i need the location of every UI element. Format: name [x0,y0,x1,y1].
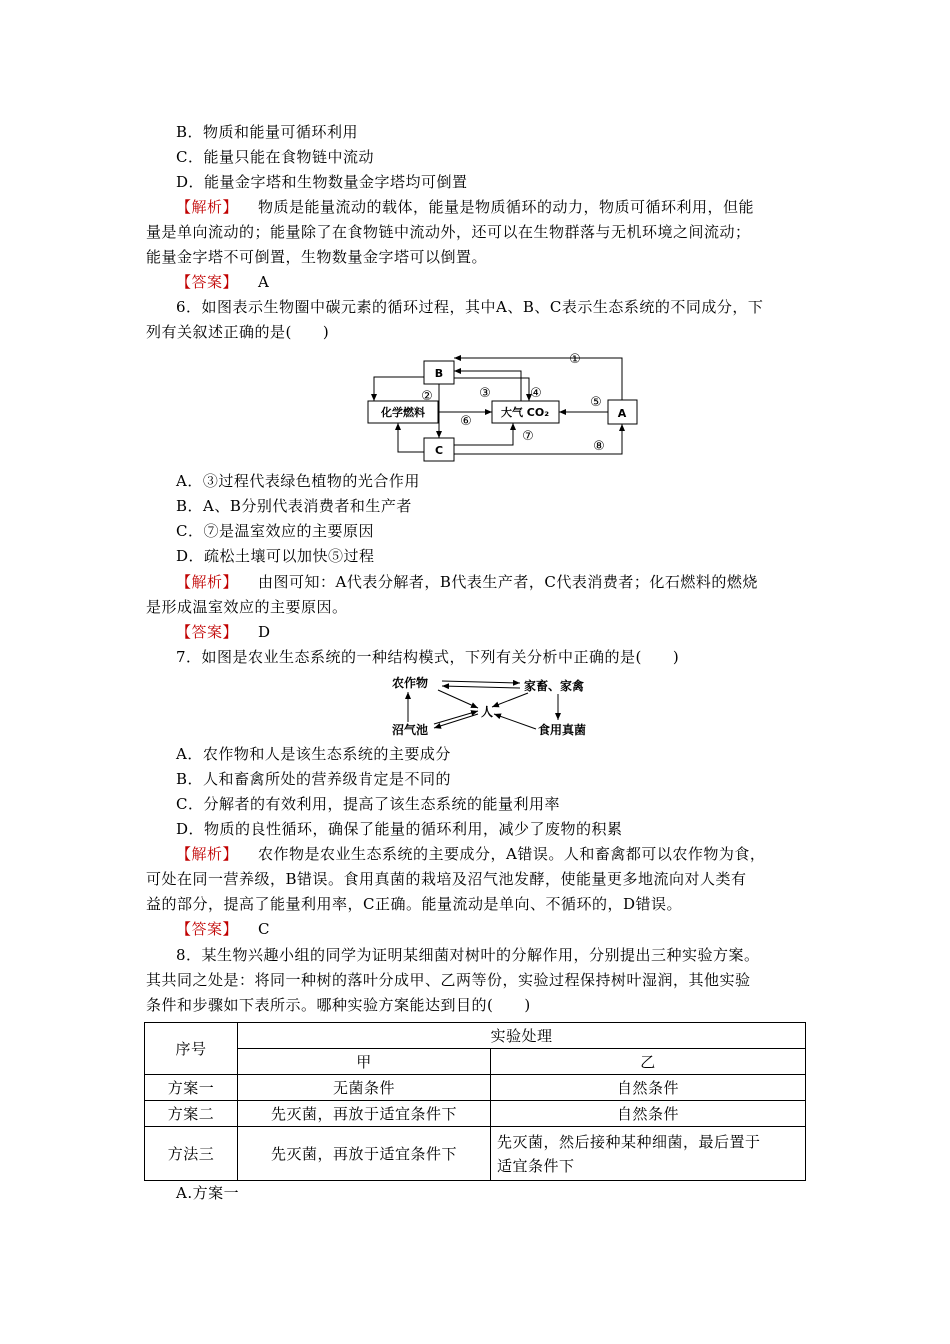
table-row: 方案一 无菌条件 自然条件 [145,1075,806,1101]
header-jia: 甲 [238,1049,491,1075]
q7-option-d: D．物质的良性循环，确保了能量的循环利用，减少了废物的积累 [176,820,623,838]
svg-text:⑧: ⑧ [593,439,605,454]
header-seq: 序号 [145,1023,238,1075]
q6-option-a: A．③过程代表绿色植物的光合作用 [176,472,420,490]
svg-text:化学燃料: 化学燃料 [381,406,425,419]
q7-analysis-line: 可处在同一营养级，B错误。食用真菌的栽培及沼气池发酵，使能量更多地流向对人类有 [146,870,747,888]
node-biogas: 沼气池 [392,723,429,737]
q6-analysis-line: 是形成温室效应的主要原因。 [146,598,348,616]
node-fungi: 食用真菌 [538,723,587,737]
svg-text:①: ① [569,352,581,367]
q6-option-d: D．疏松土壤可以加快⑤过程 [176,547,375,565]
q8-stem: 8．某生物兴趣小组的同学为证明某细菌对树叶的分解作用，分别提出三种实验方案。 [176,946,760,964]
svg-text:A: A [617,407,627,420]
analysis-label: 【解析】 [176,845,239,863]
header-yi: 乙 [491,1049,806,1075]
q5-option-d: D．能量金字塔和生物数量金字塔均可倒置 [176,173,468,191]
svg-text:②: ② [421,389,433,404]
answer-label: 【答案】 [176,273,239,291]
q5-option-b: B．物质和能量可循环利用 [176,123,359,141]
table-row: 方法三 先灭菌，再放于适宜条件下 先灭菌，然后接种某种细菌，最后置于 适宜条件下 [145,1127,806,1181]
q5-option-c: C．能量只能在食物链中流动 [176,148,374,166]
agri-ecosystem-diagram [388,672,598,740]
analysis-label: 【解析】 [176,198,239,216]
svg-text:⑦: ⑦ [522,429,534,444]
table-row: 方案二 先灭菌，再放于适宜条件下 自然条件 [145,1101,806,1127]
svg-text:⑤: ⑤ [590,395,602,410]
q5-answer: 【答案】 A [176,273,270,291]
svg-text:大气 CO₂: 大气 CO₂ [500,406,550,419]
experiment-table [144,1022,806,1181]
q7-stem: 7．如图是农业生态系统的一种结构模式，下列有关分析中正确的是( ) [176,648,680,666]
svg-text:⑥: ⑥ [460,414,472,429]
q8-option-a: A.方案一 [176,1184,240,1202]
q5-analysis-line: 【解析】 物质是能量流动的载体，能量是物质循环的动力，物质可循环利用，但能 [176,198,755,216]
q7-analysis-line: 【解析】 农作物是农业生态系统的主要成分，A错误。人和畜禽都可以农作物为食， [176,845,766,863]
node-crops: 农作物 [392,676,429,690]
q7-answer: 【答案】 C [176,920,270,938]
svg-text:B: B [434,367,444,380]
analysis-label: 【解析】 [176,573,239,591]
carbon-cycle-diagram [355,349,645,464]
q5-analysis-line: 量是单向流动的；能量除了在食物链中流动外，还可以在生物群落与无机环境之间流动； [146,223,751,241]
answer-label: 【答案】 [176,623,239,641]
q5-analysis-line: 能量金字塔不可倒置，生物数量金字塔可以倒置。 [146,248,488,266]
q7-analysis-line: 益的部分，提高了能量利用率，C正确。能量流动是单向、不循环的，D错误。 [146,895,683,913]
node-human: 人 [481,705,494,719]
q7-option-b: B．人和畜禽所处的营养级肯定是不同的 [176,770,452,788]
svg-text:④: ④ [530,386,542,401]
q6-option-c: C．⑦是温室效应的主要原因 [176,522,374,540]
answer-label: 【答案】 [176,920,239,938]
q6-analysis-line: 【解析】 由图可知：A代表分解者，B代表生产者，C代表消费者；化石燃料的燃烧 [176,573,758,591]
q6-stem: 6．如图表示生物圈中碳元素的循环过程，其中A、B、C表示生态系统的不同成分，下 [176,298,764,316]
q6-option-b: B．A、B分别代表消费者和生产者 [176,497,412,515]
q6-answer: 【答案】 D [176,623,271,641]
header-treatment: 实验处理 [238,1023,806,1049]
node-livestock: 家畜、家禽 [524,679,585,693]
q7-option-c: C．分解者的有效利用，提高了该生态系统的能量利用率 [176,795,560,813]
q8-stem: 其共同之处是：将同一种树的落叶分成甲、乙两等份，实验过程保持树叶湿润，其他实验 [146,971,751,989]
svg-text:③: ③ [479,386,491,401]
q8-stem: 条件和步骤如下表所示。哪种实验方案能达到目的( ) [146,996,531,1014]
q6-stem: 列有关叙述正确的是( ) [146,323,330,341]
svg-text:C: C [434,444,444,457]
q7-option-a: A．农作物和人是该生态系统的主要成分 [176,745,451,763]
